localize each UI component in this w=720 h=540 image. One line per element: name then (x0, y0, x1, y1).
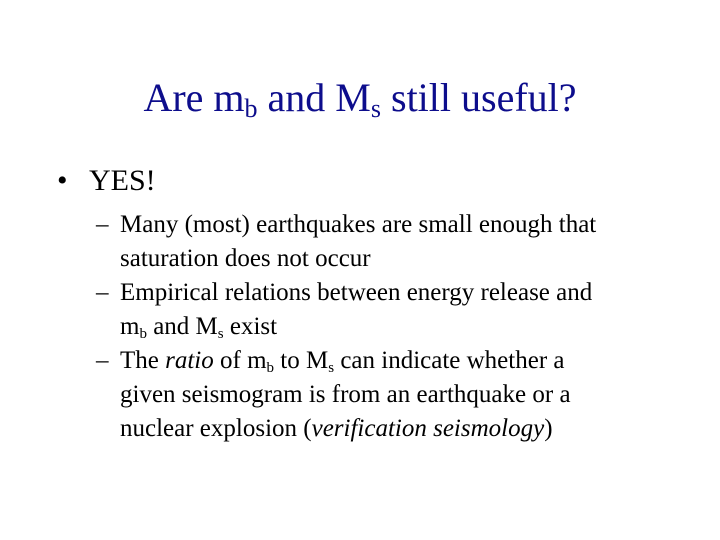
item2-line1: Empirical relations between energy release and (120, 279, 593, 306)
sub-bullet-item-1 (96, 208, 696, 276)
bullet-text: YES! (89, 164, 156, 197)
title-subscript-s: s (370, 94, 381, 123)
item3-line1: The ratio of $m_b$ to $M_s$ can indicate whether a (120, 347, 565, 376)
item3-line3: nuclear explosion (verification seismology) (120, 415, 553, 442)
title-text-part2: and M (257, 75, 371, 120)
verification-seismology-emphasis: verification seismology (311, 415, 545, 442)
dash-marker: – (96, 211, 109, 238)
item1-line2: saturation does not occur (120, 245, 371, 272)
ratio-emphasis: ratio (165, 347, 214, 374)
sub-bullet-item-2 (96, 276, 696, 344)
sub-bullet-list (96, 208, 696, 446)
dash-marker: – (96, 347, 109, 374)
title-subscript-b: b (244, 94, 258, 123)
title-text-part3: still useful? (381, 75, 577, 120)
bullet-marker: • (57, 164, 68, 197)
item2-line2: $m_b$ and $M_s$ exist (120, 313, 278, 342)
slide-title (0, 74, 720, 122)
bullet-yes (57, 162, 156, 200)
item3-line2: given seismogram is from an earthquake or a (120, 381, 571, 408)
title-text-part1: Are m (143, 75, 245, 120)
item1-line1: Many (most) earthquakes are small enough that (120, 211, 597, 238)
dash-marker: – (96, 279, 109, 306)
sub-bullet-item-3 (96, 344, 696, 446)
